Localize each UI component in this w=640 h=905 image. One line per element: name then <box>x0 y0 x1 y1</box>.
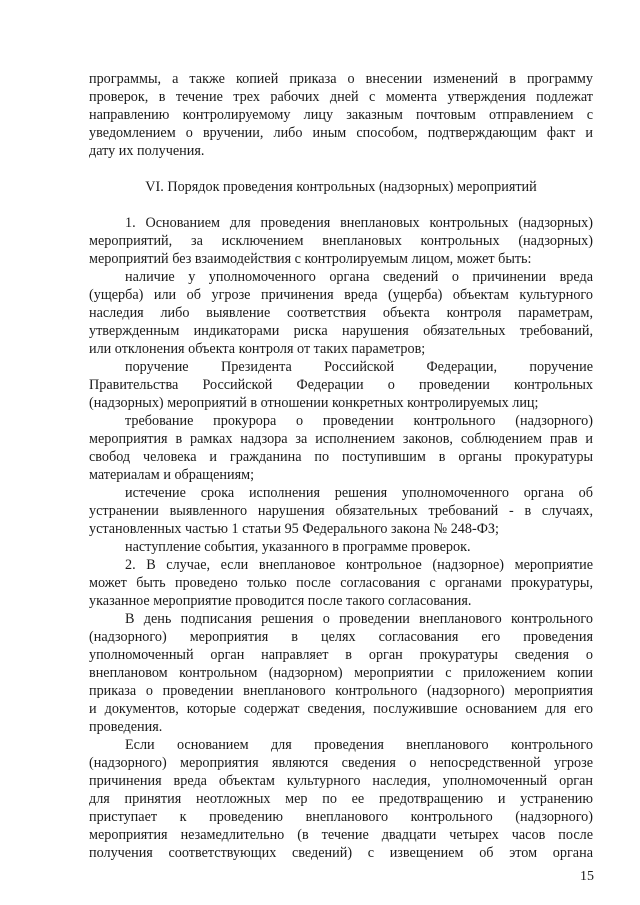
text-line: В день подписания решения о проведении внепланового контрольного <box>125 611 593 627</box>
text-line: причинения вреда объектам культурного наследия, уполномоченный орган <box>89 773 593 789</box>
text-line: проведения. <box>89 719 163 735</box>
text-line: мероприятия незамедлительно (в течение двадцати четырех часов после <box>89 827 593 843</box>
text-line: установленных частью 1 статьи 95 Федерального закона № 248-ФЗ; <box>89 521 499 537</box>
text-line: Если основанием для проведения внепланового контрольного <box>125 737 593 753</box>
paragraph-2 <box>89 556 593 610</box>
text-line: приступает к проведению внепланового контрольного (надзорного) <box>89 809 593 825</box>
text-line: программы, а также копией приказа о внесении изменений в программу <box>89 71 593 87</box>
text-line: приказа о проведении внепланового контрольного (надзорного) мероприятия <box>89 683 593 699</box>
paragraph-3 <box>89 610 593 736</box>
text-line: устранении выявленного нарушения обязательных требований - в случаях, <box>89 503 593 519</box>
text-line: проверок, в течение трех рабочих дней с момента утверждения подлежат <box>89 89 593 105</box>
text-line: направлению контролируемому лицу заказным почтовым отправлением с <box>89 107 593 123</box>
document-body <box>89 70 593 862</box>
text-line: наступление события, указанного в программе проверок. <box>125 539 471 555</box>
text-line: мероприятия в рамках надзора за исполнением законов, соблюдением прав и <box>89 431 593 447</box>
text-line: получения соответствующих сведений) с извещением об этом органа <box>89 845 593 861</box>
list-item-4 <box>89 484 593 538</box>
text-line: требование прокурора о проведении контрольного (надзорного) <box>125 413 593 429</box>
text-line: и документов, которые содержат сведения, послужившие основанием для его <box>89 701 593 717</box>
list-item-2 <box>89 358 593 412</box>
text-line: мероприятий, за исключением внеплановых контрольных (надзорных) <box>89 233 593 249</box>
text-line: внеплановом контрольном (надзорном) мероприятии с приложением копии <box>89 665 593 681</box>
text-line: поручение Президента Российской Федерации, поручение <box>125 359 593 375</box>
text-line: мероприятий без взаимодействия с контролируемым лицом, может быть: <box>89 251 532 267</box>
text-line: уполномоченный орган направляет в орган прокуратуры сведения о <box>89 647 593 663</box>
text-line: (надзорных) мероприятий в отношении конкретных контролируемых лиц; <box>89 395 539 411</box>
text-line: 1. Основанием для проведения внеплановых контрольных (надзорных) <box>125 215 593 231</box>
list-item-5 <box>89 538 593 556</box>
text-line: 2. В случае, если внеплановое контрольное (надзорное) мероприятие <box>125 557 593 573</box>
spacer <box>89 160 593 178</box>
text-line: наличие у уполномоченного органа сведений о причинении вреда <box>125 269 593 285</box>
text-line: уведомлением о вручении, либо иным способом, подтверждающим факт и <box>89 125 593 141</box>
paragraph-1 <box>89 214 593 268</box>
paragraph-intro <box>89 70 593 160</box>
spacer <box>89 196 593 214</box>
section-heading: VI. Порядок проведения контрольных (надзорных) мероприятий <box>145 179 537 195</box>
text-line: истечение срока исполнения решения уполномоченного органа об <box>125 485 593 501</box>
text-line: (надзорного) мероприятия являются сведения о непосредственной угрозе <box>89 755 593 771</box>
text-line: для принятия неотложных мер по ее предотвращению и устранению <box>89 791 593 807</box>
text-line: утвержденным индикаторами риска нарушения обязательных требований, <box>89 323 593 339</box>
text-line: может быть проведено только после согласования с органами прокуратуры, <box>89 575 593 591</box>
list-item-3 <box>89 412 593 484</box>
text-line: Правительства Российской Федерации о проведении контрольных <box>89 377 593 393</box>
text-line: материалам и обращениям; <box>89 467 255 483</box>
text-line: наследия либо выявление соответствия объекта контроля параметрам, <box>89 305 593 321</box>
text-line: (надзорного) мероприятия в целях согласования его проведения <box>89 629 593 645</box>
text-line: указанное мероприятие проводится после такого согласования. <box>89 593 472 609</box>
list-item-1 <box>89 268 593 358</box>
paragraph-4 <box>89 736 593 862</box>
text-line: (ущерба) или об угрозе причинения вреда (ущерба) объектам культурного <box>89 287 593 303</box>
text-line: дату их получения. <box>89 143 205 159</box>
text-line: свобод человека и гражданина по поступившим в органы прокуратуры <box>89 449 593 465</box>
text-line: или отклонения объекта контроля от таких параметров; <box>89 341 426 357</box>
page-number: 15 <box>580 869 594 884</box>
